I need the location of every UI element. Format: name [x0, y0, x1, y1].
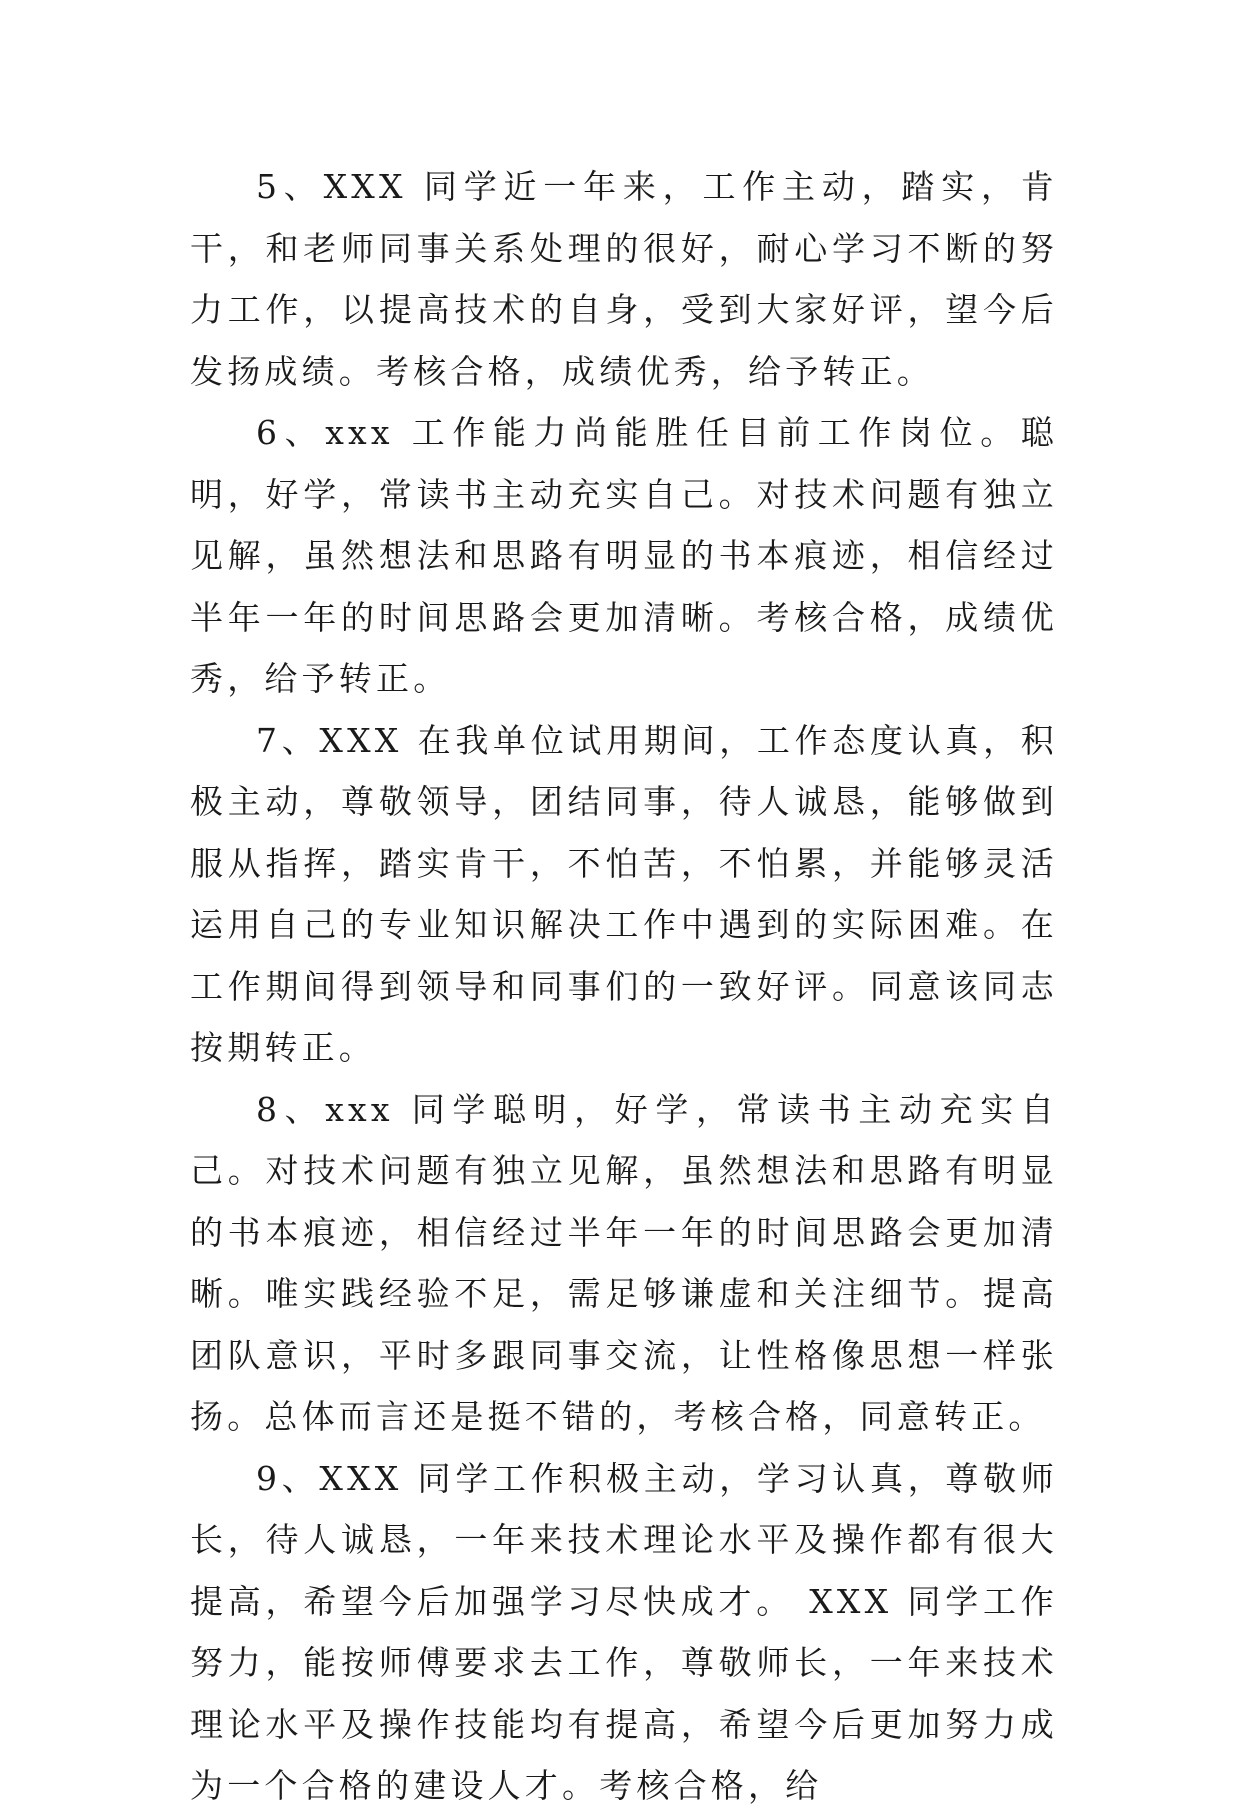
- paragraph-5: 5、XXX 同学近一年来，工作主动，踏实，肯干，和老师同事关系处理的很好，耐心学习不断的努力工作，以提高技术的自身，受到大家好评，望今后发扬成绩。考核合格，成绩优秀，给予转正。: [190, 167, 1058, 391]
- paragraph-9: 9、XXX 同学工作积极主动，学习认真，尊敬师长，待人诚恳，一年来技术理论水平及操作都有很大提高，希望今后加强学习尽快成才。 XXX 同学工作努力，能按师傅要求去工作，尊敬师长，一年来技术理论水平及操作技能均有提高，希望今后更加努力成为一个合格的建设人才。考核合格，给: [190, 1458, 1058, 1805]
- document-body: [190, 156, 1058, 1817]
- paragraph-6: 6、xxx 工作能力尚能胜任目前工作岗位。聪明，好学，常读书主动充实自己。对技术问题有独立见解，虽然想法和思路有明显的书本痕迹，相信经过半年一年的时间思路会更加清晰。考核合格，成绩优秀，给予转正。: [190, 413, 1058, 698]
- paragraph-7: 7、XXX 在我单位试用期间，工作态度认真，积极主动，尊敬领导，团结同事，待人诚恳，能够做到服从指挥，踏实肯干，不怕苦，不怕累，并能够灵活运用自己的专业知识解决工作中遇到的实际困难。在工作期间得到领导和同事们的一致好评。同意该同志按期转正。: [190, 720, 1058, 1067]
- paragraph-8: 8、xxx 同学聪明，好学，常读书主动充实自己。对技术问题有独立见解，虽然想法和思路有明显的书本痕迹，相信经过半年一年的时间思路会更加清晰。唯实践经验不足，需足够谦虚和关注细节。提高团队意识，平时多跟同事交流，让性格像思想一样张扬。总体而言还是挺不错的，考核合格，同意转正。: [190, 1089, 1058, 1436]
